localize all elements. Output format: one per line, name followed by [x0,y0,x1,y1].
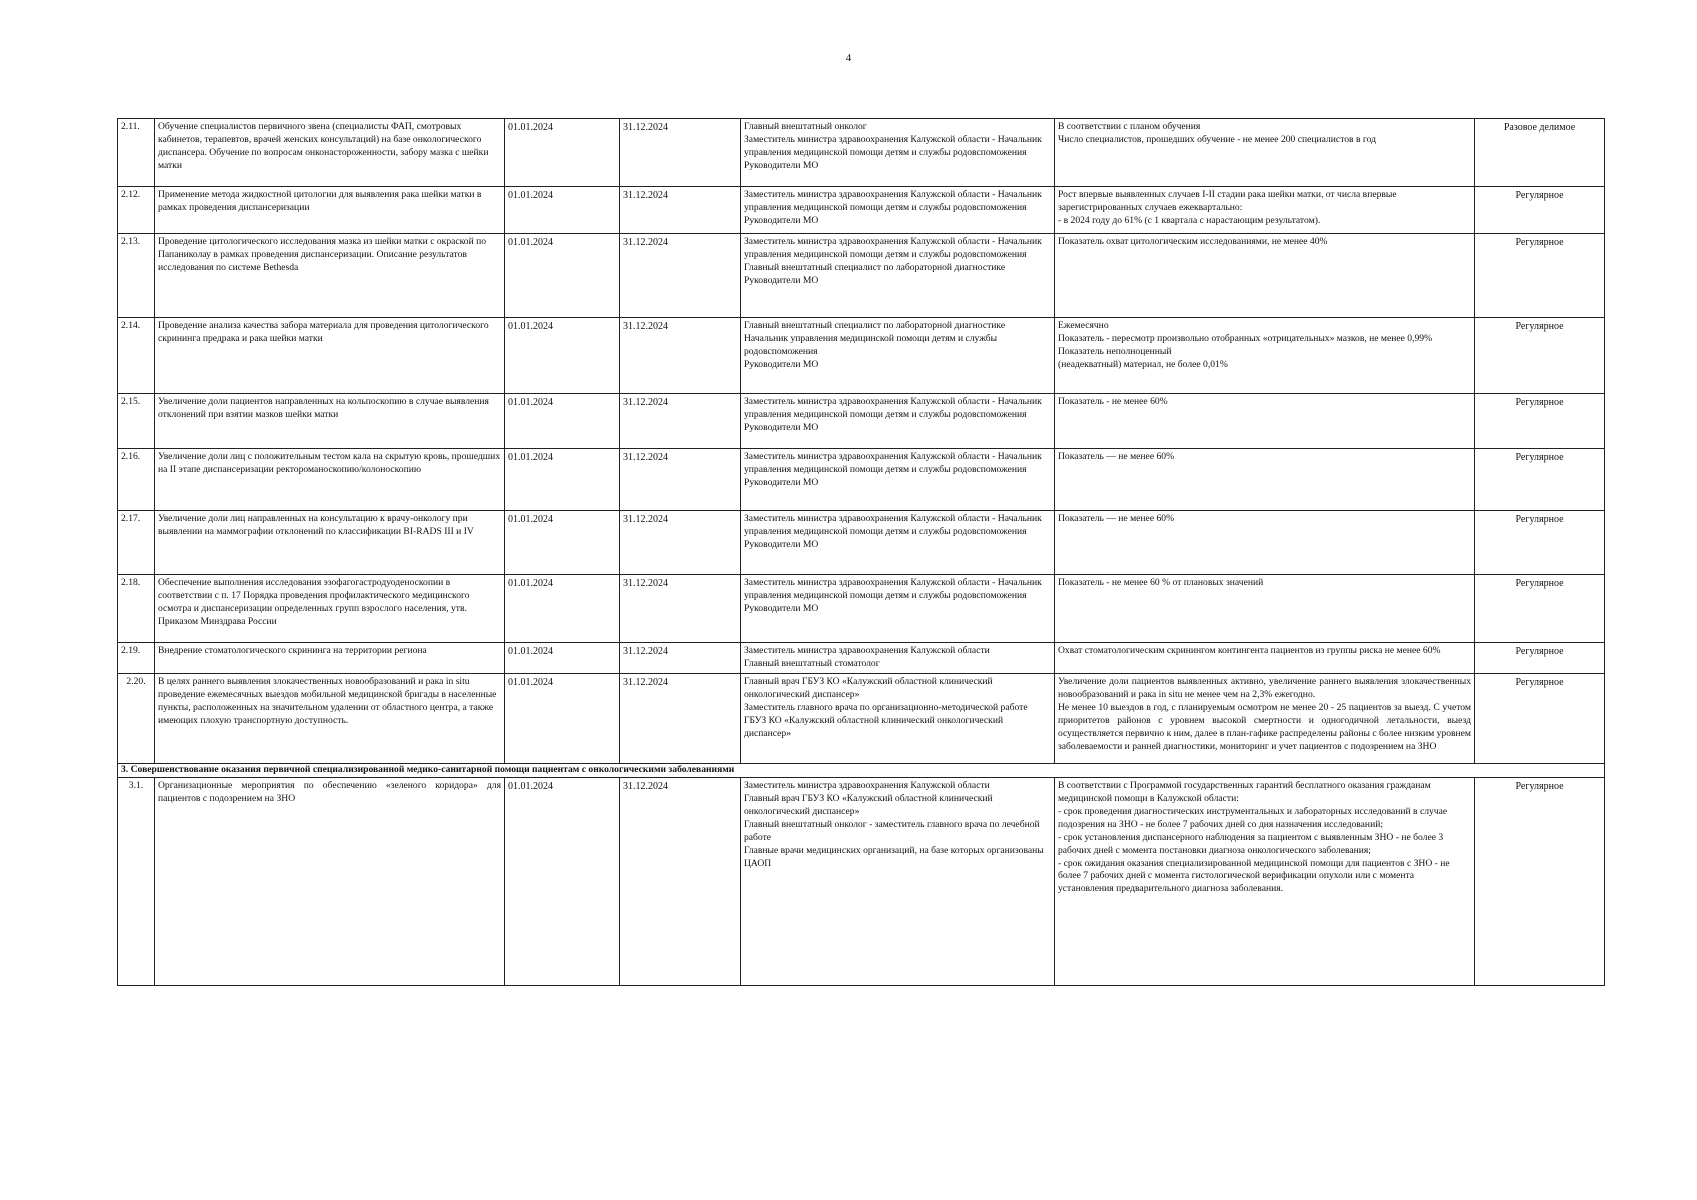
row-responsible-line: Начальник управления медицинской помощи детям и службы родовспоможения [744,332,998,357]
row-indicator-line: В соответствии с планом обучения [1058,121,1201,132]
row-indicator-line: Число специалистов, прошедших обучение - не менее 200 специалистов в год [1058,133,1377,145]
row-number: 2.17. [118,511,155,575]
row-indicator-line: Рост впервые выявленных случаев I-II стадии рака шейки матки, от числа впервые зарегистрированных случаев ежеквартально: [1058,189,1397,213]
row-indicator [1055,449,1475,511]
row-end-date: 31.12.2024 [620,318,741,394]
row-end-date: 31.12.2024 [620,673,741,763]
table-row [118,449,1605,511]
row-kind: Регулярное [1475,234,1605,318]
row-task: Увеличение доли пациентов направленных на кольпоскопию в случае выявления отклонений при взятии мазков шейки матки [155,394,505,449]
row-number: 2.11. [118,119,155,187]
table-row [118,394,1605,449]
row-end-date: 31.12.2024 [620,575,741,643]
table-row [118,643,1605,674]
table-row [118,318,1605,394]
row-start-date: 01.01.2024 [505,449,620,511]
row-indicator-line: Не менее 10 выездов в год, с планируемым осмотром не менее 20 - 25 пациентов за выезд. С учетом приоритетов районов с уровнем высокой смертности и одногодичной летальности, выезд осуществляется первично к ним, далее в план-гафике распределены районы с более низким уровнем заболеваемости и ранней диагностики, мониторинг и учет пациентов с подозрением на ЗНО [1058,701,1471,752]
row-start-date: 01.01.2024 [505,643,620,674]
row-responsible-line: Заместитель министра здравоохранения Калужской области - Начальник управления медицинской помощи детям и службы родовспоможения [744,451,1042,475]
row-indicator-line: Показатель охват цитологическим исследованиями, не менее 40% [1058,236,1328,247]
row-responsible-line: Руководители МО [744,538,819,550]
row-end-date: 31.12.2024 [620,234,741,318]
row-indicator [1055,643,1475,674]
row-indicator-line: Показатель - не менее 60% [1058,396,1168,407]
row-responsible [741,394,1055,449]
row-indicator-line: В соответствии с Программой государственных гарантий бесплатного оказания гражданам медицинской помощи в Калужской области: [1058,779,1431,804]
row-indicator-line: - срок установления диспансерного наблюдения за пациентом с выявленным ЗНО - не более 3 рабочих дней с момента постановки диагноза онкологического заболевания; [1058,831,1444,856]
row-indicator [1055,777,1475,985]
row-responsible-line: Главный внештатный специалист по лабораторной диагностике [744,261,1006,273]
row-end-date: 31.12.2024 [620,511,741,575]
page-number: 4 [845,52,852,64]
row-responsible-line: Руководители МО [744,421,819,433]
row-task: Внедрение стоматологического скрининга на территории региона [155,643,505,674]
row-responsible [741,318,1055,394]
row-kind: Регулярное [1475,394,1605,449]
row-kind: Регулярное [1475,449,1605,511]
table-row [118,777,1605,985]
row-indicator-line: - срок проведения диагностических инструментальных и лабораторных исследований в случае подозрения на ЗНО - не более 7 рабочих дней со дня назначения исследований; [1058,805,1448,830]
row-responsible-line: Руководители МО [744,358,819,370]
row-responsible [741,187,1055,234]
row-responsible-line: Заместитель министра здравоохранения Калужской области [744,779,990,791]
row-responsible [741,449,1055,511]
row-indicator-line: Показатель неполноценный [1058,345,1172,357]
row-responsible-line: Заместитель министра здравоохранения Калужской области - Начальник управления медицинской помощи детям и службы родовспоможения [744,396,1042,420]
row-start-date: 01.01.2024 [505,575,620,643]
row-indicator [1055,318,1475,394]
row-indicator [1055,511,1475,575]
row-responsible [741,511,1055,575]
row-kind: Регулярное [1475,511,1605,575]
row-indicator [1055,394,1475,449]
row-responsible [741,777,1055,985]
row-kind: Разовое делимое [1475,119,1605,187]
row-number: 2.16. [118,449,155,511]
table-row [118,575,1605,643]
activity-plan-table [117,118,1605,986]
row-task: Применение метода жидкостной цитологии для выявления рака шейки матки в рамках проведения диспансеризации [155,187,505,234]
row-kind: Регулярное [1475,575,1605,643]
row-indicator-line: Увеличение доли пациентов выявленных активно, увеличение раннего выявления злокачественных новообразований и рака in situ не менее чем на 2,3% ежегодно. [1058,675,1471,700]
row-responsible [741,234,1055,318]
row-indicator-line: (неадекватный) материал, не более 0,01% [1058,358,1228,370]
row-number: 2.12. [118,187,155,234]
row-responsible-line: Руководители МО [744,602,819,614]
row-start-date: 01.01.2024 [505,511,620,575]
row-number: 3.1. [118,777,155,985]
row-responsible [741,119,1055,187]
row-responsible-line: Главный внештатный онколог [744,121,867,132]
row-responsible-line: Главные врачи медицинских организаций, на базе которых организованы ЦАОП [744,844,1044,869]
row-indicator [1055,234,1475,318]
row-kind: Регулярное [1475,318,1605,394]
table-row [118,673,1605,763]
row-responsible [741,575,1055,643]
row-kind: Регулярное [1475,643,1605,674]
row-responsible-line: Заместитель главного врача по организационно-методической работе ГБУЗ КО «Калужский областной клинический онкологический диспансер» [744,701,1028,739]
row-end-date: 31.12.2024 [620,643,741,674]
row-number: 2.20. [118,673,155,763]
row-indicator-line: Показатель - не менее 60 % от плановых значений [1058,577,1264,588]
row-indicator [1055,575,1475,643]
row-kind: Регулярное [1475,777,1605,985]
row-responsible-line: Главный внештатный онколог - заместитель главного врача по лечебной работе [744,818,1040,843]
row-task: Организационные мероприятия по обеспечению «зеленого коридора» для пациентов с подозрением на ЗНО [155,777,505,985]
table-body [118,119,1605,986]
row-kind: Регулярное [1475,187,1605,234]
table-row [118,187,1605,234]
row-task: Увеличение доли лиц с положительным тестом кала на скрытую кровь, прошедших на II этапе диспансеризации ректороманоскопию/колоноскопию [155,449,505,511]
row-responsible-line: Заместитель министра здравоохранения Калужской области - Начальник управления медицинской помощи детям и службы родовспоможения [744,189,1042,213]
row-start-date: 01.01.2024 [505,777,620,985]
row-task: Обеспечение выполнения исследования эзофагогастродуоденоскопии в соответствии с п. 17 Порядка проведения профилактического медицинского осмотра и диспансеризации определенных групп взрослого населения, утв. Приказом Минздрава России [155,575,505,643]
row-indicator-line: Показатель — не менее 60% [1058,451,1175,462]
row-responsible-line: Заместитель министра здравоохранения Калужской области - Начальник управления медицинской помощи детям и службы родовспоможения [744,577,1042,601]
row-start-date: 01.01.2024 [505,187,620,234]
table-row [118,234,1605,318]
row-number: 2.19. [118,643,155,674]
row-start-date: 01.01.2024 [505,673,620,763]
row-end-date: 31.12.2024 [620,119,741,187]
row-responsible-line: Руководители МО [744,159,819,171]
row-start-date: 01.01.2024 [505,119,620,187]
row-responsible-line: Главный врач ГБУЗ КО «Калужский областной клинический онкологический диспансер» [744,675,993,700]
row-responsible-line: Руководители МО [744,476,819,488]
row-end-date: 31.12.2024 [620,449,741,511]
row-responsible-line: Заместитель министра здравоохранения Калужской области - Начальник управления медицинской помощи детям и службы родовспоможения [744,513,1042,537]
row-start-date: 01.01.2024 [505,394,620,449]
row-kind: Регулярное [1475,673,1605,763]
row-indicator-line: - в 2024 году до 61% (с 1 квартала с нарастающим результатом). [1058,214,1321,226]
row-start-date: 01.01.2024 [505,234,620,318]
row-number: 2.13. [118,234,155,318]
row-end-date: 31.12.2024 [620,187,741,234]
row-responsible-line: Руководители МО [744,214,819,226]
row-responsible-line: Главный внештатный стоматолог [744,657,880,669]
row-responsible-line: Руководители МО [744,274,819,286]
row-indicator-line: - срок ожидания оказания специализированной медицинской помощи для пациентов с ЗНО - не более 7 рабочих дней с момента гистологической верификации опухоли или с момента установления предварительного диагноза заболевания. [1058,857,1450,895]
row-task: В целях раннего выявления злокачественных новообразований и рака in situ проведение ежемесячных выездов мобильной медицинской бригады в населенные пункты, расположенных на значительном удалении от областного центра, а также имеющих плохую транспортную доступность. [155,673,505,763]
row-indicator-line: Ежемесячно [1058,320,1109,331]
row-task: Проведение цитологического исследования мазка из шейки матки с окраской по Папаниколау в рамках проведения диспансеризации. Описание результатов исследования по системе Bethesda [155,234,505,318]
section-header-row [118,763,1605,777]
table-row [118,119,1605,187]
row-task: Проведение анализа качества забора материала для проведения цитологического скрининга предрака и рака шейки матки [155,318,505,394]
row-indicator-line: Показатель - пересмотр произвольно отобранных «отрицательных» мазков, не менее 0,99% [1058,332,1433,344]
row-end-date: 31.12.2024 [620,777,741,985]
row-indicator-line: Охват стоматологическим скринингом контингента пациентов из группы риска не менее 60% [1058,645,1441,656]
row-number: 2.14. [118,318,155,394]
row-responsible-line: Заместитель министра здравоохранения Калужской области - Начальник управления медицинской помощи детям и службы родовспоможения [744,133,1042,158]
row-indicator-line: Показатель — не менее 60% [1058,513,1175,524]
row-indicator [1055,673,1475,763]
row-responsible-line: Заместитель министра здравоохранения Калужской области [744,645,990,656]
table-row [118,511,1605,575]
row-start-date: 01.01.2024 [505,318,620,394]
row-indicator [1055,187,1475,234]
row-number: 2.15. [118,394,155,449]
row-responsible-line: Заместитель министра здравоохранения Калужской области - Начальник управления медицинской помощи детям и службы родовспоможения [744,236,1042,260]
row-indicator [1055,119,1475,187]
row-responsible [741,673,1055,763]
row-responsible [741,643,1055,674]
row-responsible-line: Главный врач ГБУЗ КО «Калужский областной клинический онкологический диспансер» [744,792,993,817]
section-title: 3. Совершенствование оказания первичной специализированной медико-санитарной помощи пациентам с онкологическими заболеваниями [118,763,1605,777]
row-task: Обучение специалистов первичного звена (специалисты ФАП, смотровых кабинетов, терапевтов, врачей женских консультаций) на базе онкологического диспансера. Обучение по вопросам онконастороженности, забору мазка с шейки матки [155,119,505,187]
row-end-date: 31.12.2024 [620,394,741,449]
row-number: 2.18. [118,575,155,643]
row-responsible-line: Главный внештатный специалист по лабораторной диагностике [744,320,1006,331]
row-task: Увеличение доли лиц направленных на консультацию к врачу-онкологу при выявлении на маммографии отклонений по классификации BI-RADS III и IV [155,511,505,575]
